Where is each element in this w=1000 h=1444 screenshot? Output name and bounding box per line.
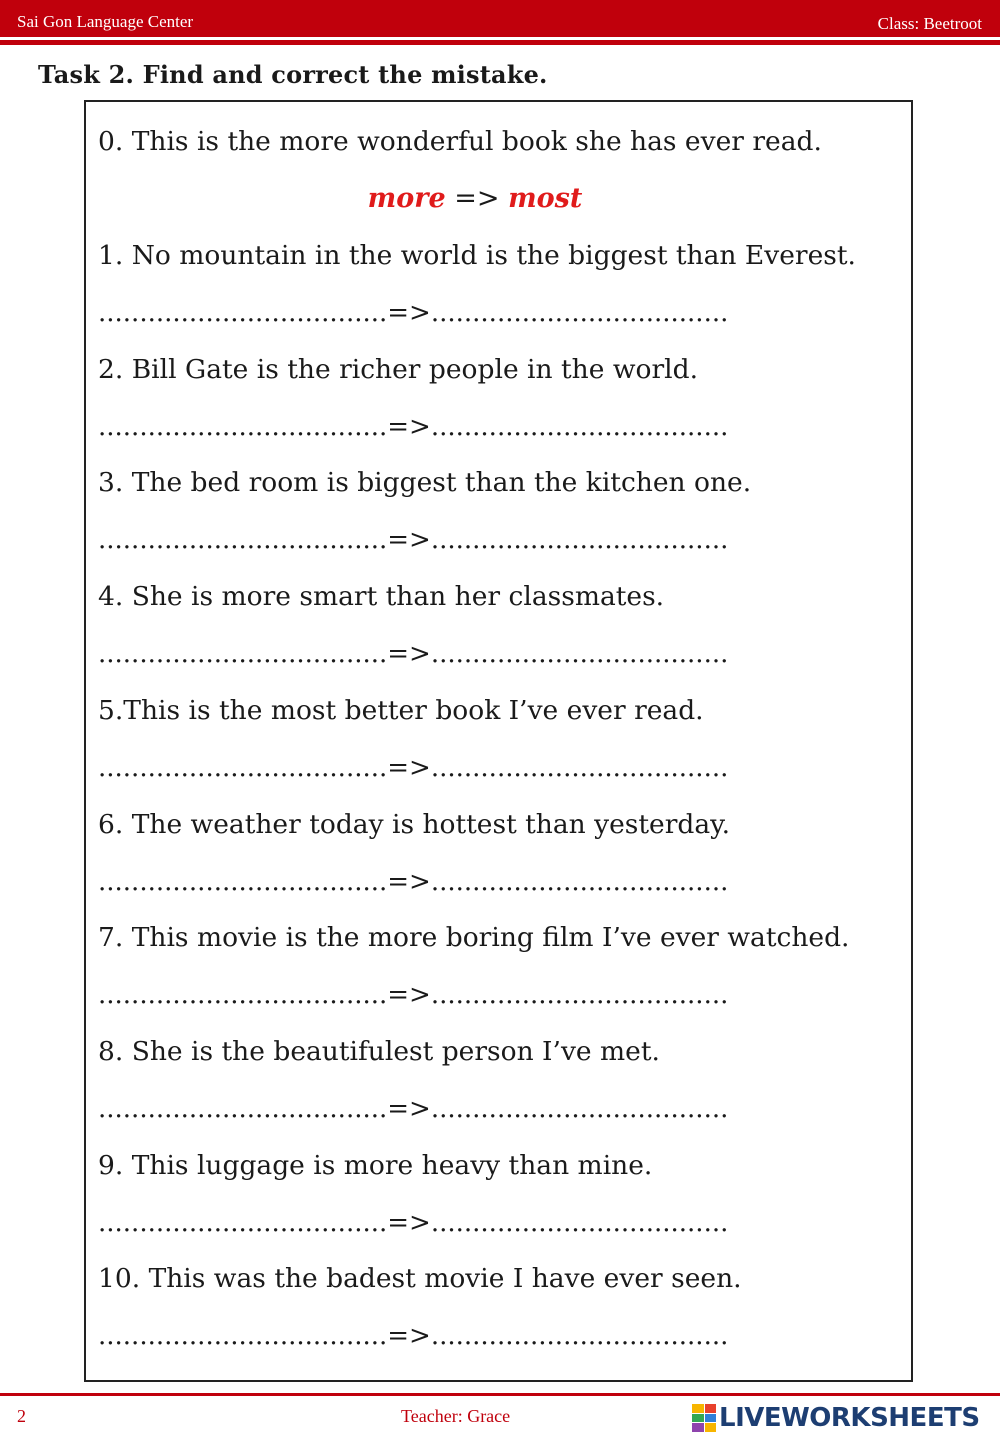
question-sentence: 3. The bed room is biggest than the kitchen one. xyxy=(98,467,752,499)
question-sentence: 9. This luggage is more heavy than mine. xyxy=(98,1149,653,1181)
answer-blank[interactable]: ...................................=>.................................... xyxy=(98,639,729,670)
example-sentence: 0. This is the more wonderful book she has ever read. xyxy=(98,126,822,157)
question-sentence: 6. The weather today is hottest than yesterday. xyxy=(98,808,731,840)
task-title: Task 2. Find and correct the mistake. xyxy=(38,60,548,89)
question-sentence: 10. This was the badest movie I have ever seen. xyxy=(98,1263,742,1295)
header-divider xyxy=(0,40,1000,45)
teacher-name: Teacher: Grace xyxy=(401,1406,511,1426)
liveworksheets-logo[interactable] xyxy=(692,1402,980,1434)
logo-text: LIVEWORKSHEETS xyxy=(719,1403,980,1433)
answer-blank[interactable]: ...................................=>.................................... xyxy=(98,1093,729,1124)
question-sentence: 8. She is the beautifulest person I’ve met. xyxy=(98,1035,660,1067)
answer-blank[interactable]: ...................................=>.................................... xyxy=(98,866,729,897)
exercise-box xyxy=(84,100,913,1382)
example-arrow: => xyxy=(454,183,500,214)
class-name: Class: Beetroot xyxy=(877,14,982,33)
question-sentence: 4. She is more smart than her classmates. xyxy=(98,581,665,613)
example-wrong-word: more xyxy=(367,183,446,214)
question-sentence: 7. This movie is the more boring film I’ve ever watched. xyxy=(98,922,850,954)
answer-blank[interactable]: ...................................=>.................................... xyxy=(98,411,729,442)
answer-blank[interactable]: ...................................=>.................................... xyxy=(98,1207,729,1238)
answer-blank[interactable]: ...................................=>.................................... xyxy=(98,298,729,328)
example-correct-word: most xyxy=(508,183,583,214)
answer-blank[interactable]: ...................................=>.................................... xyxy=(98,980,729,1011)
question-sentence: 5.This is the most better book I’ve ever read. xyxy=(98,694,704,726)
answer-blank[interactable]: ...................................=>.................................... xyxy=(98,525,729,556)
footer-divider xyxy=(0,1393,1000,1396)
center-name: Sai Gon Language Center xyxy=(17,12,194,31)
question-sentence: 2. Bill Gate is the richer people in the world. xyxy=(98,353,699,385)
answer-blank[interactable]: ...................................=>.................................... xyxy=(98,1321,729,1352)
example-answer xyxy=(0,183,950,214)
liveworksheets-logo-icon xyxy=(692,1404,716,1432)
page-number: 2 xyxy=(17,1406,26,1426)
answer-blank[interactable]: ...................................=>.................................... xyxy=(98,752,729,783)
question-sentence: 1. No mountain in the world is the biggest than Everest. xyxy=(98,240,856,271)
